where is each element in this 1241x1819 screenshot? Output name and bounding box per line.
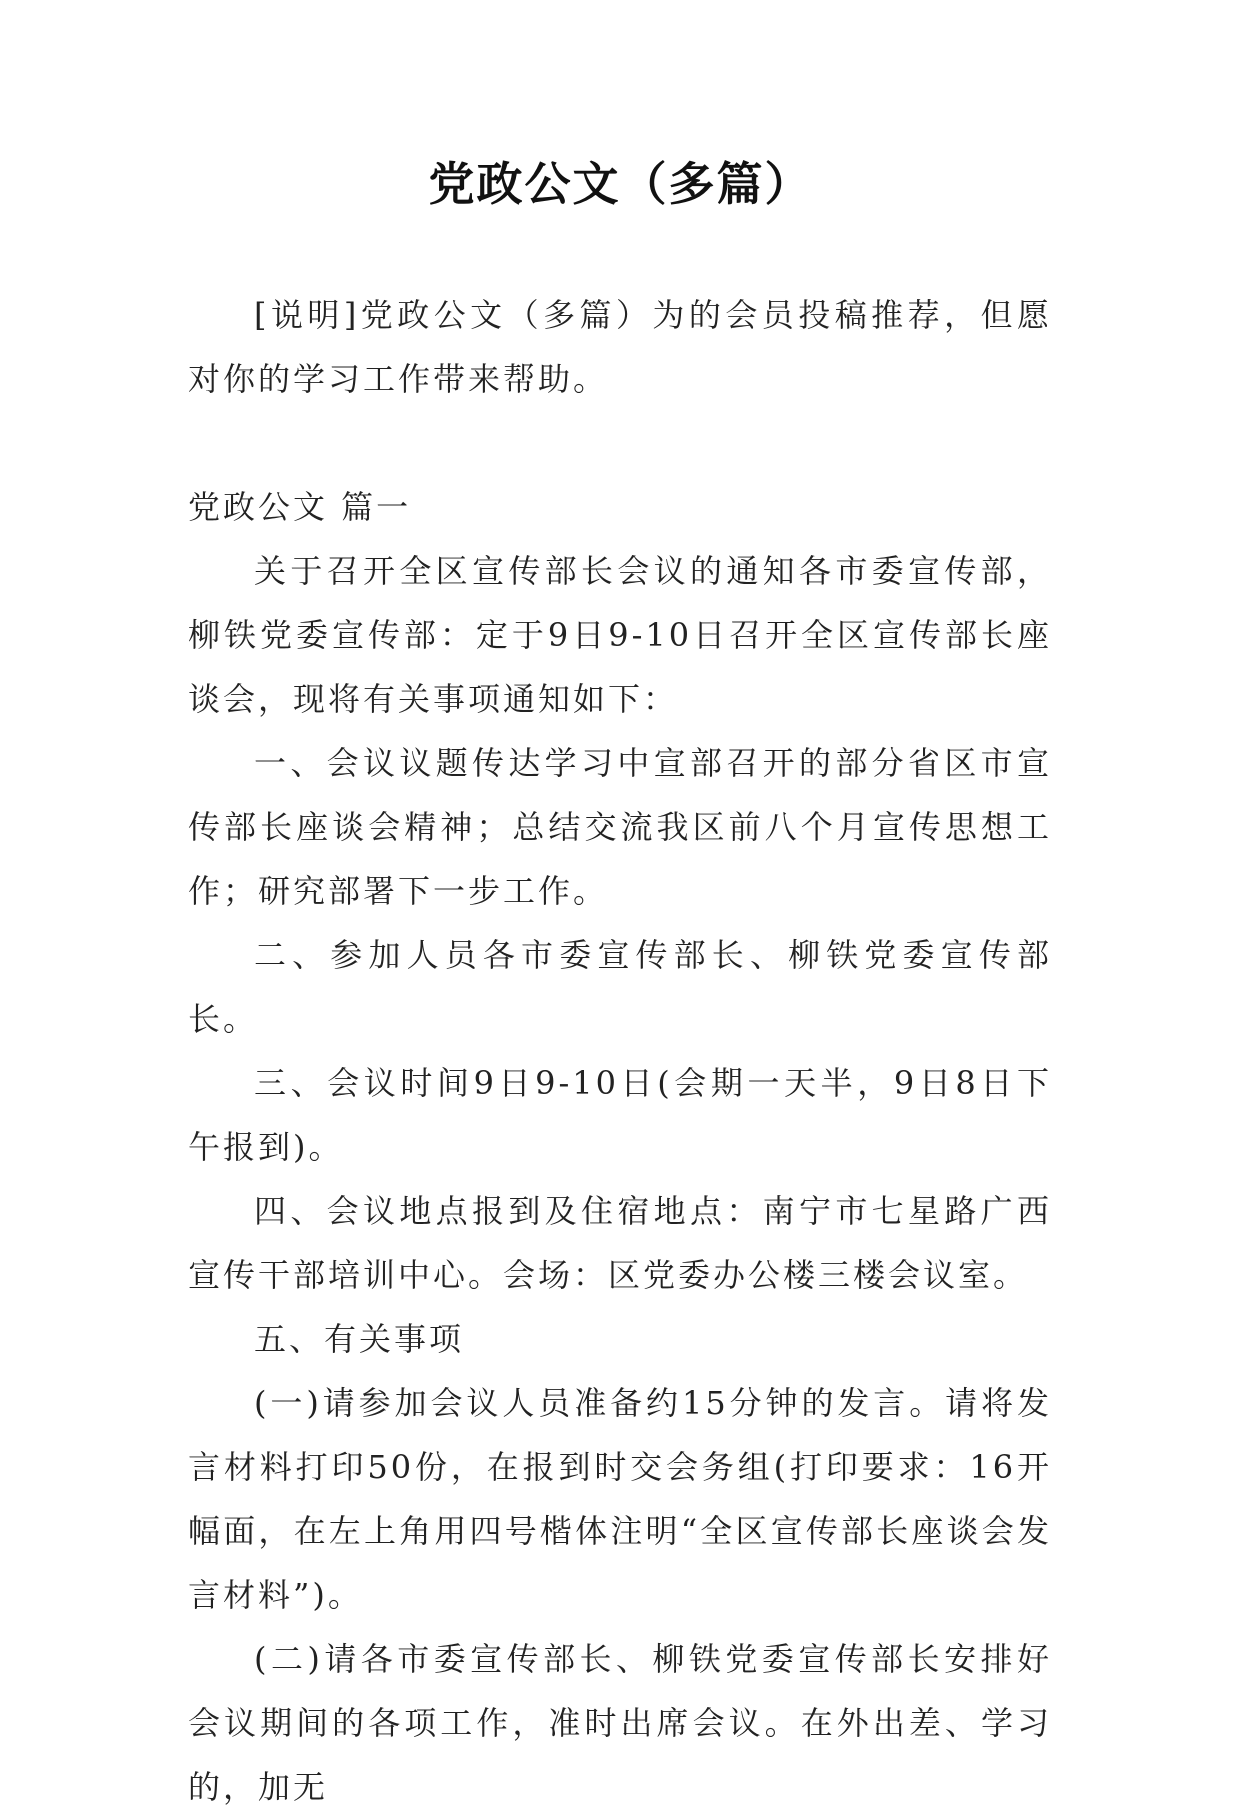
body-paragraph: 一、会议议题传达学习中宣部召开的部分省区市宣传部长座谈会精神；总结交流我区前八个月宣传思想工作；研究部署下一步工作。 — [188, 744, 1052, 910]
document-body — [188, 283, 1052, 1819]
section-heading: 党政公文 篇一 — [188, 488, 412, 526]
body-paragraph: 关于召开全区宣传部长会议的通知各市委宣传部，柳铁党委宣传部：定于9日9-10日召开全区宣传部长座谈会，现将有关事项通知如下： — [188, 552, 1052, 718]
body-paragraph: 四、会议地点报到及住宿地点：南宁市七星路广西宣传干部培训中心。会场：区党委办公楼三楼会议室。 — [188, 1192, 1052, 1294]
body-paragraph: (一)请参加会议人员准备约15分钟的发言。请将发言材料打印50份，在报到时交会务组(打印要求：16开幅面，在左上角用四号楷体注明“全区宣传部长座谈会发言材料”)。 — [188, 1384, 1052, 1614]
paragraph-spacer — [188, 411, 1052, 475]
body-paragraph: 二、参加人员各市委宣传部长、柳铁党委宣传部长。 — [188, 936, 1052, 1038]
body-paragraph: 三、会议时间9日9-10日(会期一天半，9日8日下午报到)。 — [188, 1064, 1052, 1166]
intro-paragraph: [说明]党政公文（多篇）为的会员投稿推荐，但愿对你的学习工作带来帮助。 — [188, 296, 1052, 398]
body-paragraph: (二)请各市委宣传部长、柳铁党委宣传部长安排好会议期间的各项工作，准时出席会议。在外出差、学习的，加无 — [188, 1640, 1052, 1806]
document-title: 党政公文（多篇） — [428, 157, 813, 211]
body-paragraph: 五、有关事项 — [254, 1320, 465, 1358]
